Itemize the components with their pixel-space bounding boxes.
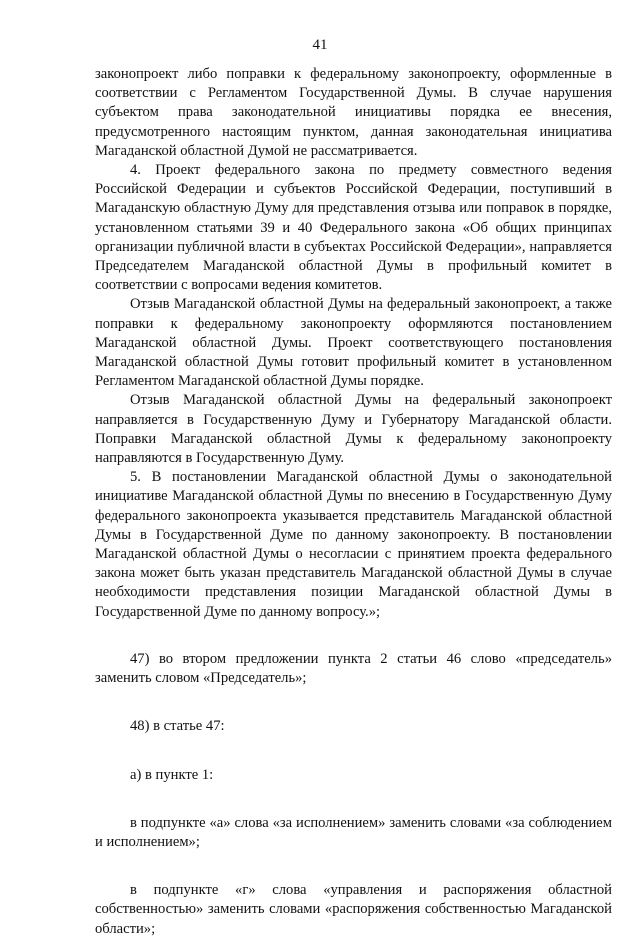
paragraph-review-form: Отзыв Магаданской областной Думы на федеральный законопроект, а также поправки к федеральному законопроекту оформляются постановлением Магаданской областной Думы. Проект соответствующего постановления Магаданской областной Думы готовит профильный комитет в установленном Регламентом Магаданской областной Думы порядке.: [95, 296, 612, 390]
page-number: 41: [312, 37, 328, 53]
paragraph-subpoint-a: в подпункте «а» слова «за исполнением» заменить словами «за соблюдением и исполнением»;: [95, 814, 612, 850]
paragraph-item-5: 5. В постановлении Магаданской областной Думы о законодательной инициативе Магаданской областной Думы по внесению в Государственную Думу федерального законопроекта указывается представитель Магаданской областной Думы в Государственной Думе по данному законопроекту. В постановлении Магаданской областной Думы о несогласии с принятием проекта федерального закона может быть указан представитель Магаданской областной Думы в случае необходимости представления позиции Магаданской областной Думы в Государственной Думе по данному вопросу.»;: [95, 469, 612, 620]
paragraph-subpoint-g: в подпункте «г» слова «управления и распоряжения областной собственностью» заменить словами «распоряжения собственностью Магаданской области»;: [95, 882, 612, 937]
paragraph-item-4: 4. Проект федерального закона по предмету совместного ведения Российской Федерации и субъектов Российской Федерации, поступивший в Магаданскую областную Думу для представления отзыва или поправок в порядке, установленном статьями 39 и 40 Федерального закона «Об общих принципах организации публичной власти в субъектах Российской Федерации», направляется Председателем Магаданской областной Думы в профильный комитет в соответствии с вопросами ведения комитетов.: [95, 162, 612, 294]
paragraph-subitem-a: а) в пункте 1:: [130, 766, 214, 783]
document-body: [95, 65, 612, 939]
paragraph-review-sending: Отзыв Магаданской областной Думы на федеральный законопроект направляется в Государственную Думу и Губернатору Магаданской области. Поправки Магаданской областной Думы к федеральному законопроекту направляются в Государственную Думу.: [95, 392, 612, 467]
paragraph-continuation: законопроект либо поправки к федеральному законопроекту, оформленные в соответствии с Регламентом Государственной Думы. В случае нарушения субъектом права законодательной инициативы порядка ее внесения, предусмотренного настоящим пунктом, данная законодательная инициатива Магаданской областной Думой не рассматривается.: [95, 66, 612, 159]
paragraph-amendment-48: 48) в статье 47:: [130, 718, 225, 735]
paragraph-amendment-47: 47) во втором предложении пункта 2 статьи 46 слово «председатель» заменить словом «Председатель»;: [95, 650, 612, 687]
